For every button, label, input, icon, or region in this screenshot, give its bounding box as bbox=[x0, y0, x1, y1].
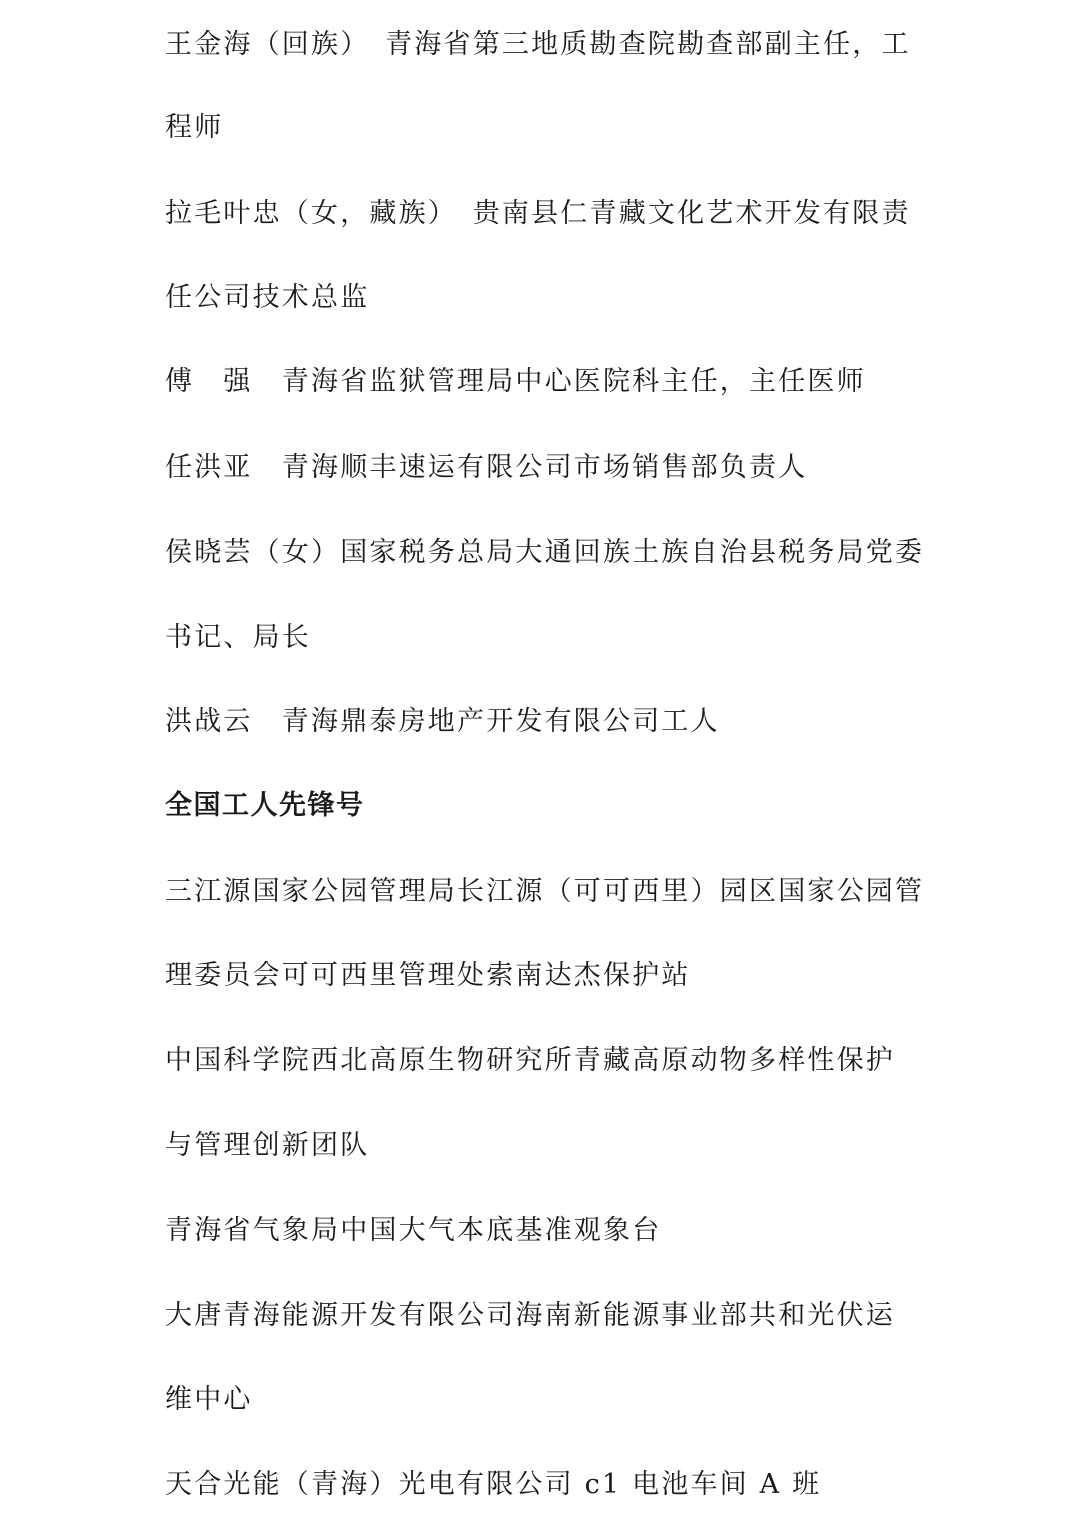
text-line-5: 傅 强 青海省监狱管理局中心医院科主任，主任医师 bbox=[165, 366, 866, 397]
text-line-12: 理委员会可可西里管理处索南达杰保护站 bbox=[165, 960, 691, 991]
text-line-7: 侯晓芸（女）国家税务总局大通回族土族自治县税务局党委 bbox=[165, 537, 925, 568]
text-line-11: 三江源国家公园管理局长江源（可可西里）园区国家公园管 bbox=[165, 876, 925, 907]
text-line-1: 王金海（回族） 青海省第三地质勘查院勘查部副主任，工 bbox=[165, 29, 911, 60]
text-line-13: 中国科学院西北高原生物研究所青藏高原动物多样性保护 bbox=[165, 1045, 895, 1076]
section-heading: 全国工人先锋号 bbox=[165, 790, 365, 821]
text-line-16: 大唐青海能源开发有限公司海南新能源事业部共和光伏运 bbox=[165, 1300, 895, 1331]
text-line-6: 任洪亚 青海顺丰速运有限公司市场销售部负责人 bbox=[165, 452, 808, 483]
text-line-17: 维中心 bbox=[165, 1384, 253, 1415]
text-line-3: 拉毛叶忠（女，藏族） 贵南县仁青藏文化艺术开发有限责 bbox=[165, 198, 911, 229]
text-line-18: 天合光能（青海）光电有限公司 c1 电池车间 A 班 bbox=[165, 1469, 822, 1500]
text-line-9: 洪战云 青海鼎泰房地产开发有限公司工人 bbox=[165, 706, 720, 737]
text-line-14: 与管理创新团队 bbox=[165, 1130, 370, 1161]
text-line-8: 书记、局长 bbox=[165, 622, 311, 653]
text-line-4: 任公司技术总监 bbox=[165, 282, 370, 313]
text-line-15: 青海省气象局中国大气本底基准观象台 bbox=[165, 1215, 662, 1246]
text-line-2: 程师 bbox=[165, 112, 224, 143]
